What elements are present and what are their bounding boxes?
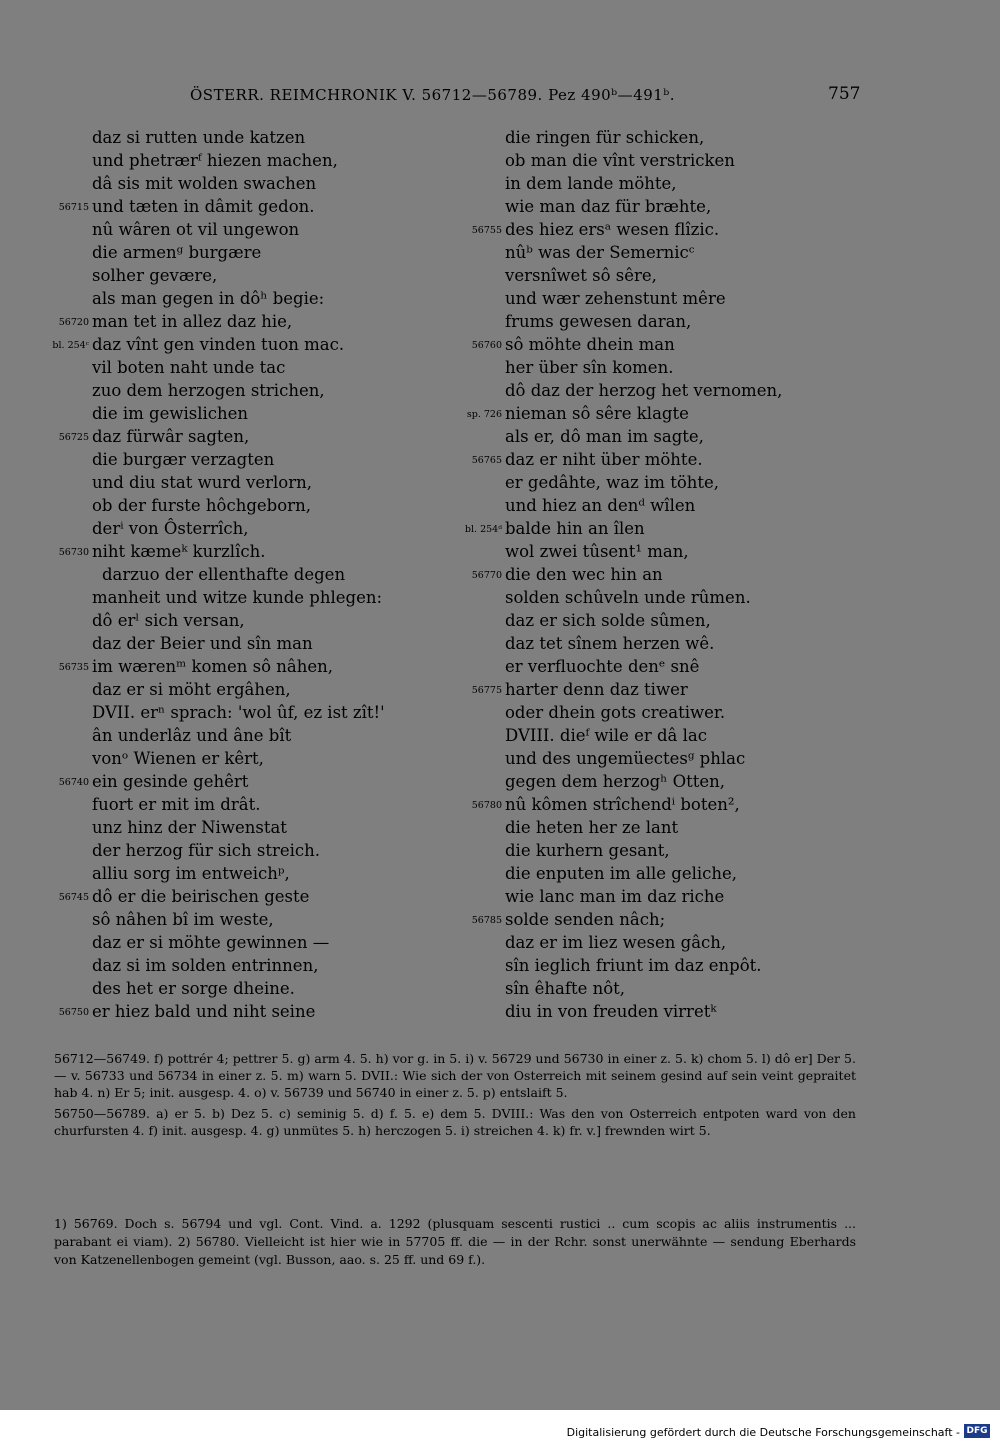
verse-line [92, 793, 492, 816]
verse-text: man tet in allez daz hie, [92, 312, 293, 331]
verse-text: sô nâhen bî im weste, [92, 910, 274, 929]
verse-line [58, 195, 492, 218]
verse-text: wie man daz für bræhte, [505, 197, 712, 216]
line-number: 56775 [471, 685, 502, 696]
verse-line [471, 678, 885, 701]
verse-text: dô daz der herzog het vernomen, [505, 381, 783, 400]
verse-text: vonᵒ Wienen er kêrt, [92, 749, 264, 768]
line-number: 56740 [58, 777, 89, 788]
line-number: 56725 [58, 432, 89, 443]
line-number: bl. 254ᵈ [464, 524, 502, 535]
verse-text: nieman sô sêre klagte [505, 404, 689, 423]
verse-line [505, 264, 885, 287]
verse-column-left [52, 126, 492, 1023]
verse-line [92, 287, 492, 310]
verse-line [505, 241, 885, 264]
verse-line [505, 356, 885, 379]
verse-line [505, 425, 885, 448]
verse-line [505, 471, 885, 494]
verse-line [505, 195, 885, 218]
verse-text: daz der Beier und sîn man [92, 634, 313, 653]
verse-text: unz hinz der Niwenstat [92, 818, 287, 837]
verse-text: der herzog für sich streich. [92, 841, 321, 860]
verse-line [505, 977, 885, 1000]
line-number: bl. 254ᶜ [52, 340, 89, 351]
verse-text: die im gewislichen [92, 404, 249, 423]
verse-text: dâ sis mit wolden swachen [92, 174, 317, 193]
verse-line [505, 540, 885, 563]
verse-text: daz er niht über möhte. [505, 450, 703, 469]
verse-line [92, 747, 492, 770]
verse-line [92, 931, 492, 954]
footnote: 1) 56769. Doch s. 56794 und vgl. Cont. Vind. a. 1292 (plusquam sescenti rustici .. cum scopis ac aliis instrumentis ... parabant ei viam). 2) 56780. Vielleicht ist hier wie in 57705 ff. die — in der Rchr. sonst unerwähnte — sendung Eberhards von Katzenellenbogen gemeint (vgl. Busson, aao. s. 25 ff. und 69 f.). [54, 1216, 856, 1267]
verse-line [471, 793, 885, 816]
line-number: 56735 [58, 662, 89, 673]
verse-line [92, 126, 492, 149]
verse-text: dô er die beirischen geste [92, 887, 310, 906]
verse-text: die heten her ze lant [505, 818, 679, 837]
verse-text: in dem lande möhte, [505, 174, 677, 193]
verse-line [92, 954, 492, 977]
verse-text: DVII. erⁿ sprach: 'wol ûf, ez ist zît!' [92, 703, 385, 722]
verse-text: ân underlâz und âne bît [92, 726, 292, 745]
verse-line [505, 862, 885, 885]
page-number: 757 [828, 84, 861, 104]
verse-line [92, 678, 492, 701]
verse-line [92, 379, 492, 402]
verse-line [92, 701, 492, 724]
verse-line [92, 816, 492, 839]
verse-line [92, 264, 492, 287]
verse-text: fuort er mit im drât. [92, 795, 261, 814]
line-number: 56785 [471, 915, 502, 926]
verse-text: DVIII. dieᶠ wile er dâ lac [505, 726, 707, 745]
verse-text: zuo dem herzogen strichen, [92, 381, 325, 400]
verse-line [58, 425, 492, 448]
verse-text: oder dhein gots creatiwer. [505, 703, 726, 722]
verse-line [505, 816, 885, 839]
verse-line [505, 701, 885, 724]
line-number: 56730 [58, 547, 89, 558]
verse-line [92, 563, 492, 586]
funding-notice: Digitalisierung gefördert durch die Deutsche Forschungsgemeinschaft - [566, 1426, 960, 1439]
verse-line [92, 724, 492, 747]
verse-text: sîn ieglich friunt im daz enpôt. [505, 956, 762, 975]
verse-text: als man gegen in dôʰ begie: [92, 289, 325, 308]
verse-text: und diu stat wurd verlorn, [92, 473, 312, 492]
line-number: sp. 726 [466, 409, 502, 420]
footnotes [54, 1215, 856, 1269]
verse-line [58, 655, 492, 678]
line-number: 56770 [471, 570, 502, 581]
verse-text: frums gewesen daran, [505, 312, 692, 331]
verse-text: vil boten naht unde tac [92, 358, 286, 377]
verse-line [505, 632, 885, 655]
verse-line [58, 885, 492, 908]
verse-text: als er, dô man im sagte, [505, 427, 704, 446]
verse-text: solher gevære, [92, 266, 218, 285]
verse-line [464, 517, 885, 540]
verse-text: daz si im solden entrinnen, [92, 956, 319, 975]
verse-column-right [464, 126, 885, 1023]
verse-text: sô möhte dhein man [505, 335, 675, 354]
verse-text: dô erˡ sich versan, [92, 611, 245, 630]
verse-line [505, 126, 885, 149]
verse-line [505, 149, 885, 172]
dfg-logo: DFG [964, 1424, 990, 1438]
verse-line [505, 494, 885, 517]
verse-text: des het er sorge dheine. [92, 979, 295, 998]
verse-text: und wær zehenstunt mêre [505, 289, 726, 308]
verse-line [505, 655, 885, 678]
verse-line [92, 609, 492, 632]
line-number: 56765 [471, 455, 502, 466]
verse-text: die kurhern gesant, [505, 841, 670, 860]
apparatus-entry: 56750—56789. a) er 5. b) Dez 5. c) seminig 5. d) f. 5. e) dem 5. DVIII.: Was den von Osterreich entpoten ward von den churfursten 4. f) init. ausgesp. 4. g) unmütes 5. h) herczogen 5. i) streichen 4. k) fr. v.] frewnden wirt 5. [54, 1106, 856, 1138]
verse-line [92, 448, 492, 471]
verse-line [505, 1000, 885, 1023]
verse-line [471, 908, 885, 931]
line-number: 56780 [471, 800, 502, 811]
line-number: 56745 [58, 892, 89, 903]
verse-text: ob der furste hôchgeborn, [92, 496, 311, 515]
verse-text: niht kæmeᵏ kurzlîch. [92, 542, 266, 561]
verse-line [92, 241, 492, 264]
verse-line [505, 747, 885, 770]
verse-line [92, 172, 492, 195]
verse-line [471, 448, 885, 471]
verse-line [505, 172, 885, 195]
verse-line [505, 287, 885, 310]
verse-text: ein gesinde gehêrt [92, 772, 249, 791]
verse-line [58, 540, 492, 563]
verse-text: wie lanc man im daz riche [505, 887, 725, 906]
verse-line [92, 908, 492, 931]
line-number: 56750 [58, 1007, 89, 1018]
line-number: 56720 [58, 317, 89, 328]
verse-text: wol zwei tûsent¹ man, [505, 542, 689, 561]
verse-line [471, 218, 885, 241]
verse-line [58, 770, 492, 793]
verse-text: darzuo der ellenthafte degen [102, 565, 346, 584]
verse-line [505, 931, 885, 954]
verse-text: daz er im liez wesen gâch, [505, 933, 727, 952]
verse-line [505, 724, 885, 747]
line-number: 56760 [471, 340, 502, 351]
verse-text: derⁱ von Ôsterrîch, [92, 519, 249, 538]
verse-line [92, 218, 492, 241]
verse-line [92, 632, 492, 655]
verse-text: nûᵇ was der Semernicᶜ [505, 243, 695, 262]
verse-text: manheit und witze kunde phlegen: [92, 588, 383, 607]
verse-line [505, 609, 885, 632]
verse-line [505, 839, 885, 862]
verse-line [92, 839, 492, 862]
verse-line [58, 1000, 492, 1023]
verse-line [92, 402, 492, 425]
apparatus-entry: 56712—56749. f) pottrér 4; pettrer 5. g) arm 4. 5. h) vor g. in 5. i) v. 56729 und 56730 in einer z. 5. k) chom 5. l) dô er] Der 5. — v. 56733 und 56734 in einer z. 5. m) warn 5. DVII.: Wie sich der von Osterreich mit seinem gesind auf sein veint gepraitet hab 4. n) Er 5; init. ausgesp. 4. o) v. 56739 und 56740 in einer z. 5. p) entslaift 5. [54, 1051, 856, 1100]
verse-text: her über sîn komen. [505, 358, 674, 377]
critical-apparatus [54, 1050, 856, 1143]
verse-text: gegen dem herzogʰ Otten, [505, 772, 726, 791]
verse-text: er verfluochte denᵉ snê [505, 657, 700, 676]
verse-text: des hiez ersᵃ wesen flîzic. [505, 220, 720, 239]
verse-text: daz vînt gen vinden tuon mac. [92, 335, 345, 354]
verse-line [505, 310, 885, 333]
verse-line [92, 977, 492, 1000]
verse-line [92, 862, 492, 885]
verse-line [505, 954, 885, 977]
verse-line [92, 517, 492, 540]
verse-text: und phetrærᶠ hiezen machen, [92, 151, 338, 170]
line-number: 56715 [58, 202, 89, 213]
verse-text: er gedâhte, waz im töhte, [505, 473, 720, 492]
verse-text: die enputen im alle geliche, [505, 864, 738, 883]
verse-text: balde hin an îlen [505, 519, 645, 538]
verse-line [92, 149, 492, 172]
verse-text: im wærenᵐ komen sô nâhen, [92, 657, 334, 676]
verse-text: nû kômen strîchendⁱ boten², [505, 795, 740, 814]
footer-bar [0, 1410, 1000, 1443]
verse-line [505, 586, 885, 609]
verse-text: die ringen für schicken, [505, 128, 705, 147]
verse-text: diu in von freuden virretᵏ [505, 1002, 717, 1021]
verse-text: daz fürwâr sagten, [92, 427, 250, 446]
verse-text: alliu sorg im entweichᵖ, [92, 864, 290, 883]
verse-text: und des ungemüectesᵍ phlac [505, 749, 746, 768]
verse-text: solde senden nâch; [505, 910, 666, 929]
verse-line [505, 770, 885, 793]
verse-line [505, 885, 885, 908]
verse-line [92, 356, 492, 379]
verse-line [466, 402, 885, 425]
verse-text: die den wec hin an [505, 565, 663, 584]
verse-text: solden schûveln unde rûmen. [505, 588, 751, 607]
verse-text: daz tet sînem herzen wê. [505, 634, 715, 653]
verse-text: harter denn daz tiwer [505, 680, 688, 699]
verse-text: er hiez bald und niht seine [92, 1002, 316, 1021]
verse-line [92, 494, 492, 517]
verse-text: nû wâren ot vil ungewon [92, 220, 300, 239]
verse-text: daz er sich solde sûmen, [505, 611, 711, 630]
verse-line [52, 333, 492, 356]
verse-text: die burgær verzagten [92, 450, 275, 469]
verse-text: und tæten in dâmit gedon. [92, 197, 315, 216]
running-head: ÖSTERR. REIMCHRONIK V. 56712—56789. Pez 490ᵇ—491ᵇ. [190, 86, 676, 104]
verse-line [58, 310, 492, 333]
verse-text: ob man die vînt verstricken [505, 151, 735, 170]
verse-text: daz si rutten unde katzen [92, 128, 306, 147]
verse-text: die armenᵍ burgære [92, 243, 262, 262]
verse-text: und hiez an denᵈ wîlen [505, 496, 696, 515]
verse-line [471, 333, 885, 356]
line-number: 56755 [471, 225, 502, 236]
verse-text: daz er si möht ergâhen, [92, 680, 291, 699]
verse-line [505, 379, 885, 402]
verse-line [92, 471, 492, 494]
verse-line [92, 586, 492, 609]
verse-line [471, 563, 885, 586]
verse-text: versnîwet sô sêre, [505, 266, 657, 285]
verse-text: daz er si möhte gewinnen — [92, 933, 330, 952]
verse-text: sîn êhafte nôt, [505, 979, 626, 998]
